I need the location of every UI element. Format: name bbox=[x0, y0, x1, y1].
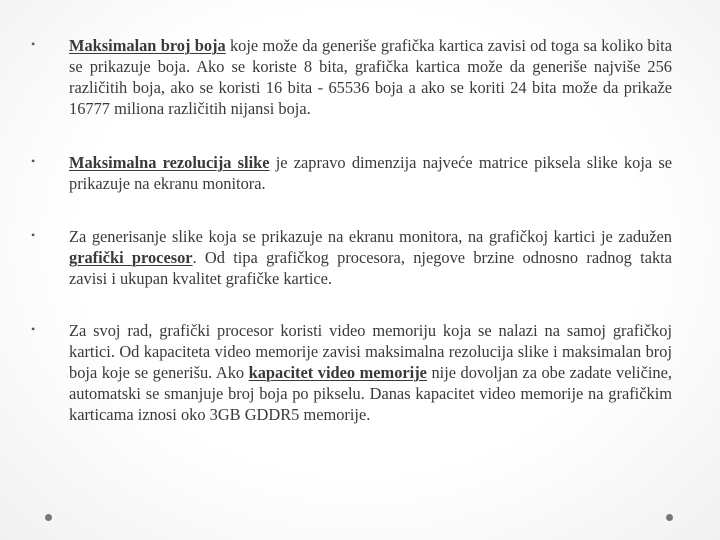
bullet-body: . Od tipa grafičkog procesora, njegove brzine odnosno radnog takta zavisi i ukupan kvalitet grafičke kartice. bbox=[69, 248, 672, 288]
bullet-body: je zapravo dimenzija najveće matrice piksela slike koja se prikazuje na ekranu monitora. bbox=[69, 153, 672, 193]
bullet-body-pre: Za svoj rad, grafički procesor koristi video memoriju koja se nalazi na samoj grafičkoj kartici. Od kapaciteta video memorije zavisi maksimalna rezolucija slike i maksimalan broj boja koje se generišu. Ako bbox=[69, 321, 672, 382]
bullet-bold-term: Maksimalna rezolucija slike bbox=[69, 153, 270, 172]
bullet-text bbox=[69, 152, 672, 194]
bullet-marker: • bbox=[31, 37, 36, 51]
corner-dot-right bbox=[666, 514, 673, 521]
bullet-marker: • bbox=[31, 154, 36, 168]
bullet-bold-term: Maksimalan broj boja bbox=[69, 36, 226, 55]
bullet-text bbox=[69, 226, 672, 289]
bullet-marker: • bbox=[31, 322, 36, 336]
bullet-body: nije dovoljan za obe zadate veličine, automatski se smanjuje broj boja po pikselu. Danas kapacitet video memorije na grafičkim karticama iznosi oko 3GB GDDR5 memorije. bbox=[69, 363, 673, 424]
bullet-text bbox=[69, 320, 672, 425]
bullet-marker: • bbox=[31, 228, 36, 242]
bullet-body: koje može da generiše grafička kartica zavisi od toga sa koliko bita se prikazuje boja. Ako se koriste 8 bita, grafička kartica može da generiše najviše 256 različitih boja, ako se koristi 16 bita - 65536 boja a ako se koriti 24 bita može da prikaže 16777 miliona različitih nijansi boja. bbox=[69, 36, 672, 118]
bullet-text bbox=[69, 35, 672, 119]
corner-dot-left bbox=[45, 514, 52, 521]
bullet-bold-term: kapacitet video memorije bbox=[248, 363, 427, 382]
bullet-body-pre: Za generisanje slike koja se prikazuje na ekranu monitora, na grafičkoj kartici je zadužen bbox=[69, 227, 672, 246]
bullet-bold-term: grafički procesor bbox=[69, 248, 193, 267]
